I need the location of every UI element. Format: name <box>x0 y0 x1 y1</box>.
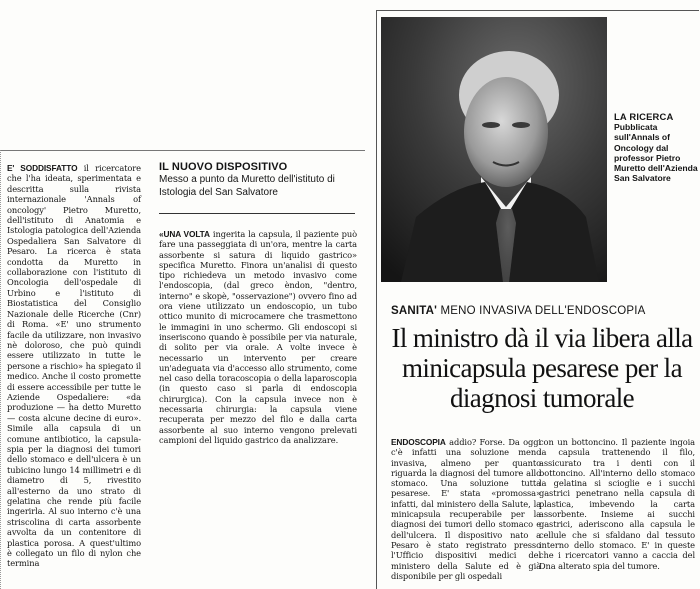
article-kicker <box>391 305 700 317</box>
article-column-1-body: addio? Forse. Da oggi c'è infatti una soluzione meno invasiva, almeno per quanto riguarda la diagnosi del tumore allo stomaco. Una soluzione tutta pesarese. E' stata «promossa» infatti, dal ministero della Salute, la minicapsula recuperabile per la diagnosi dei tumori dello stomaco e dell'ulcera. Il dispositivo nato a Pesaro è stato registrato presso l'Ufficio dispositivi medici del ministero della Salute ed è già disponibile per gli ospedali <box>391 437 541 581</box>
photo-caption <box>614 112 699 183</box>
left-body: il ricercatore che l'ha ideata, sperimentata e descritta sulla rivista internazionale 'Annals of oncology' Pietro Muretto, dell'istituto di Anatomia e Istologia patologica dell'Azienda Ospedaliera San Salvatore di Pesaro. La ricerca è stata condotta da Muretto in collaborazione con l'istituto di Oncologia dell'ospedale di Urbino e l'istituto di Biostatistica del Consiglio Nazionale delle Ricerche (Cnr) di Roma. «E' uno strumento facile da utilizzare, non invasivo nè doloroso, che può quindi essere utilizzato in tutte le persone a rischio» ha spiegato il medico. Anche il costo promette di essere accessibile per tutte le Aziende Ospedaliere: «da produzione — ha detto Muretto — costa alcune decine di euro». Simile alla capsula di un comune antibiotico, la capsula-spia per la diagnosi dei tumori dello stomaco e dell'ulcera è un tubicino lungo 14 millimetri e di diametro di 5, rivestito all'esterno da uno strato di gelatina che rende più facile ingerirla. Al suo interno c'è una striscolina di carta assorbente avvolta da un contenitore di plastica porosa. A quest'ultimo è collegato un filo di nylon che termina <box>7 163 141 569</box>
article-column-1 <box>391 437 541 581</box>
sidebar-label: IL NUOVO DISPOSITIVO <box>159 161 288 173</box>
sidebar-lead: «UNA VOLTA <box>159 229 210 239</box>
sidebar-header <box>159 161 359 199</box>
left-clipping-text <box>7 163 141 569</box>
kicker-text: MENO INVASIVA DELL'ENDOSCOPIA <box>437 305 646 317</box>
sidebar-text <box>159 229 357 445</box>
caption-label: LA RICERCA <box>614 111 674 122</box>
left-lead: E' SODDISFATTO <box>7 163 78 173</box>
article-lead: ENDOSCOPIA <box>391 437 446 447</box>
sidebar-divider <box>159 213 355 214</box>
main-article <box>376 10 699 589</box>
portrait-photo <box>381 17 607 282</box>
sidebar-body: ingerita la capsula, il paziente può fare una passeggiata di un'ora, mentre la carta assorbente si satura di liquido gastrico» specifica Muretto. Finora un'analisi di questo tipo richiedeva un metodo invasivo come l'endoscopia, (dal greco èndon, "dentro, interno" e skopè, "osservazione") ovvero fino ad ora viene utilizzato un endoscopio, un tubo ottico munito di microcamere che trasmettono le immagini in uno schermo. Gli endoscopi si inseriscono quando è possibile per via naturale, di solito per via orale. A volte invece è necessario un intervento per creare un'adeguata via d'accesso allo strumento, come nel caso della toracoscopia o della laparoscopia (in questo caso si parla di endoscopia chirurgica). Con la capsula invece non è necessaria chirurgia: la capsula viene recuperata per mezzo del filo e dalla carta assorbente al suo interno vengono prelevati campioni del liquido gastrico da analizzare. <box>159 229 357 445</box>
kicker-label: SANITA' <box>391 305 438 317</box>
article-column-2: con un bottoncino. Il paziente ingoia la capsula trattenendo il filo, assicurato tra i denti con il bottoncino. All'interno dello stomaco la gelatina si scioglie e i succhi gastrici penetrano nella capsula di plastica, imbevendo la carta assorbente. Insieme ai succhi gastrici, aderiscono alla capsula le cellule che si sfaldano dal tessuto interno dello stomaco. E' in queste che i ricercatori vanno a caccia del Dna alterato spia del tumore. <box>539 437 695 571</box>
left-clipping <box>0 150 143 589</box>
sidebar-box <box>143 150 365 589</box>
sidebar-subtitle: Messo a punto da Muretto dell'istituto di Istologia del San Salvatore <box>159 174 335 198</box>
caption-text: Pubblicata sull'Annals of Oncology dal professor Pietro Muretto dell'Azienda San Salvatore <box>614 122 698 184</box>
article-headline: Il ministro dà il via libera alla minicapsula pesarese per la diagnosi tumorale <box>391 323 693 413</box>
